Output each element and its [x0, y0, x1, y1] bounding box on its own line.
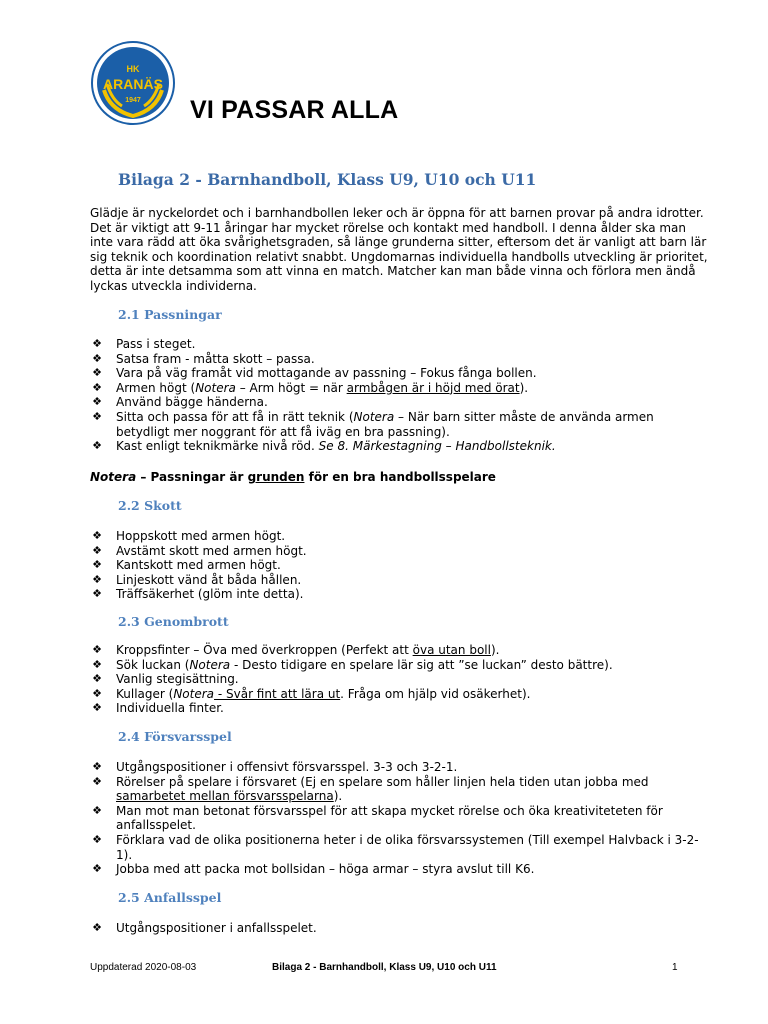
bullet-icon: ❖	[92, 395, 102, 409]
page-number: 1	[672, 962, 678, 973]
list-item: ❖ Avstämt skott med armen högt.	[90, 544, 307, 559]
bullet-icon: ❖	[92, 380, 102, 394]
bullet-icon: ❖	[92, 862, 102, 876]
bullet-icon: ❖	[92, 672, 102, 686]
list-item: ❖ Använd bägge händerna.	[90, 395, 654, 410]
bullet-icon: ❖	[92, 587, 102, 601]
list-forsvarsspel	[90, 760, 699, 877]
bullet-icon: ❖	[92, 439, 102, 453]
bullet-icon: ❖	[92, 337, 102, 350]
bullet-icon: ❖	[92, 832, 102, 846]
main-heading: Bilaga 2 - Barnhandboll, Klass U9, U10 och U11	[118, 170, 537, 189]
logo-name: ARANÄS	[103, 76, 163, 92]
intro-line: Glädje är nyckelordet och i barnhandbollen leker och är öppna för att barnen provar på andra idrotter.	[90, 206, 704, 220]
bullet-icon: ❖	[92, 643, 102, 656]
bullet-icon: ❖	[92, 351, 102, 365]
list-item: ❖ Jobba med att packa mot bollsidan – höga armar – styra avslut till K6.	[90, 862, 699, 877]
bullet-icon: ❖	[92, 543, 102, 557]
intro-line: inte vara rädd att öka svårighetsgraden, så länge grunderna sitter, eftersom det är vanligt att barn lär	[90, 235, 707, 250]
list-item: ❖ Utgångspositioner i offensivt försvarsspel. 3-3 och 3-2-1.	[90, 760, 699, 775]
logo-year: 1947	[125, 97, 141, 104]
note-line: Notera – Passningar är grunden för en bra handbollsspelare	[90, 470, 496, 484]
intro-paragraph	[90, 206, 708, 294]
list-item: ❖ Träffsäkerhet (glöm inte detta).	[90, 587, 307, 602]
intro-line: Det är viktigt att 9-11 åringar har mycket rörelse och kontakt med handboll. I denna ålder ska man	[90, 220, 687, 235]
list-item: ❖ Kast enligt teknikmärke nivå röd. Se 8. Märkestagning – Handbollsteknik.	[90, 439, 654, 454]
list-item: ❖ Linjeskott vänd åt båda hållen.	[90, 573, 307, 588]
section-heading-passningar: 2.1 Passningar	[118, 307, 222, 322]
list-genombrott	[90, 643, 613, 716]
bullet-icon: ❖	[92, 760, 102, 773]
section-heading-forsvarsspel: 2.4 Försvarsspel	[118, 729, 232, 744]
list-item: ❖ Hoppskott med armen högt.	[90, 529, 307, 544]
list-item: ❖ Kantskott med armen högt.	[90, 558, 307, 573]
list-item: ❖ Man mot man betonat försvarsspel för att skapa mycket rörelse och öka kreativiteteten för anfallsspelet.	[90, 804, 699, 833]
club-logo	[90, 40, 176, 126]
bullet-icon: ❖	[92, 803, 102, 817]
list-item: ❖ Satsa fram - måtta skott – passa.	[90, 352, 654, 367]
section-heading-skott: 2.2 Skott	[118, 498, 182, 513]
section-heading-genombrott: 2.3 Genombrott	[118, 614, 229, 629]
list-item: ❖ Kroppsfinter – Öva med överkroppen (Perfekt att öva utan boll).	[90, 643, 613, 658]
footer-updated: Uppdaterad 2020-08-03	[90, 962, 197, 973]
list-item: ❖ Vara på väg framåt vid mottagande av passning – Fokus fånga bollen.	[90, 366, 654, 381]
list-item: ❖ Utgångspositioner i anfallsspelet.	[90, 921, 317, 936]
logo-hk: HK	[126, 64, 140, 74]
bullet-icon: ❖	[92, 774, 102, 788]
list-item: ❖ Rörelser på spelare i försvaret (Ej en spelare som håller linjen hela tiden utan jobba med samarbetet mellan försvarsspelarna).	[90, 775, 699, 804]
intro-line: sig teknik och koordination relativt snabbt. Ungdomarnas individuella handbolls utveckling är prioritet,	[90, 249, 708, 264]
bullet-icon: ❖	[92, 409, 102, 423]
list-item: ❖ Individuella finter.	[90, 701, 613, 716]
bullet-icon: ❖	[92, 366, 102, 380]
list-item: ❖ Kullager (Notera - Svår fint att lära ut. Fråga om hjälp vid osäkerhet).	[90, 687, 613, 702]
brand-title: VI PASSAR ALLA	[190, 96, 399, 124]
list-skott	[90, 529, 307, 602]
list-item: ❖ Vanlig stegisättning.	[90, 672, 613, 687]
bullet-icon: ❖	[92, 558, 102, 572]
list-anfallsspel	[90, 921, 317, 936]
bullet-icon: ❖	[92, 921, 102, 934]
footer-title: Bilaga 2 - Barnhandboll, Klass U9, U10 och U11	[272, 962, 497, 973]
intro-line: lyckas utveckla individerna.	[90, 278, 257, 293]
list-item: ❖ Sök luckan (Notera - Desto tidigare en spelare lär sig att ”se luckan” desto bättre).	[90, 658, 613, 673]
bullet-icon: ❖	[92, 701, 102, 715]
bullet-icon: ❖	[92, 529, 102, 542]
bullet-icon: ❖	[92, 657, 102, 671]
list-item: ❖ Pass i steget.	[90, 337, 654, 352]
list-item: ❖ Sitta och passa för att få in rätt teknik (Notera – När barn sitter måste de använda armen betydligt mer noggrant för att få iväg en bra passning).	[90, 410, 654, 439]
list-item: ❖ Armen högt (Notera – Arm högt = när armbågen är i höjd med örat).	[90, 381, 654, 396]
list-passningar	[90, 337, 654, 454]
section-heading-anfallsspel: 2.5 Anfallsspel	[118, 890, 222, 905]
bullet-icon: ❖	[92, 686, 102, 700]
bullet-icon: ❖	[92, 572, 102, 586]
intro-line: detta är inte detsamma som att vinna en match. Matcher kan man både vinna och förlora men ändå	[90, 264, 696, 279]
list-item: ❖ Förklara vad de olika positionerna heter i de olika försvarssystemen (Till exempel Halvback i 3-2- 1).	[90, 833, 699, 862]
